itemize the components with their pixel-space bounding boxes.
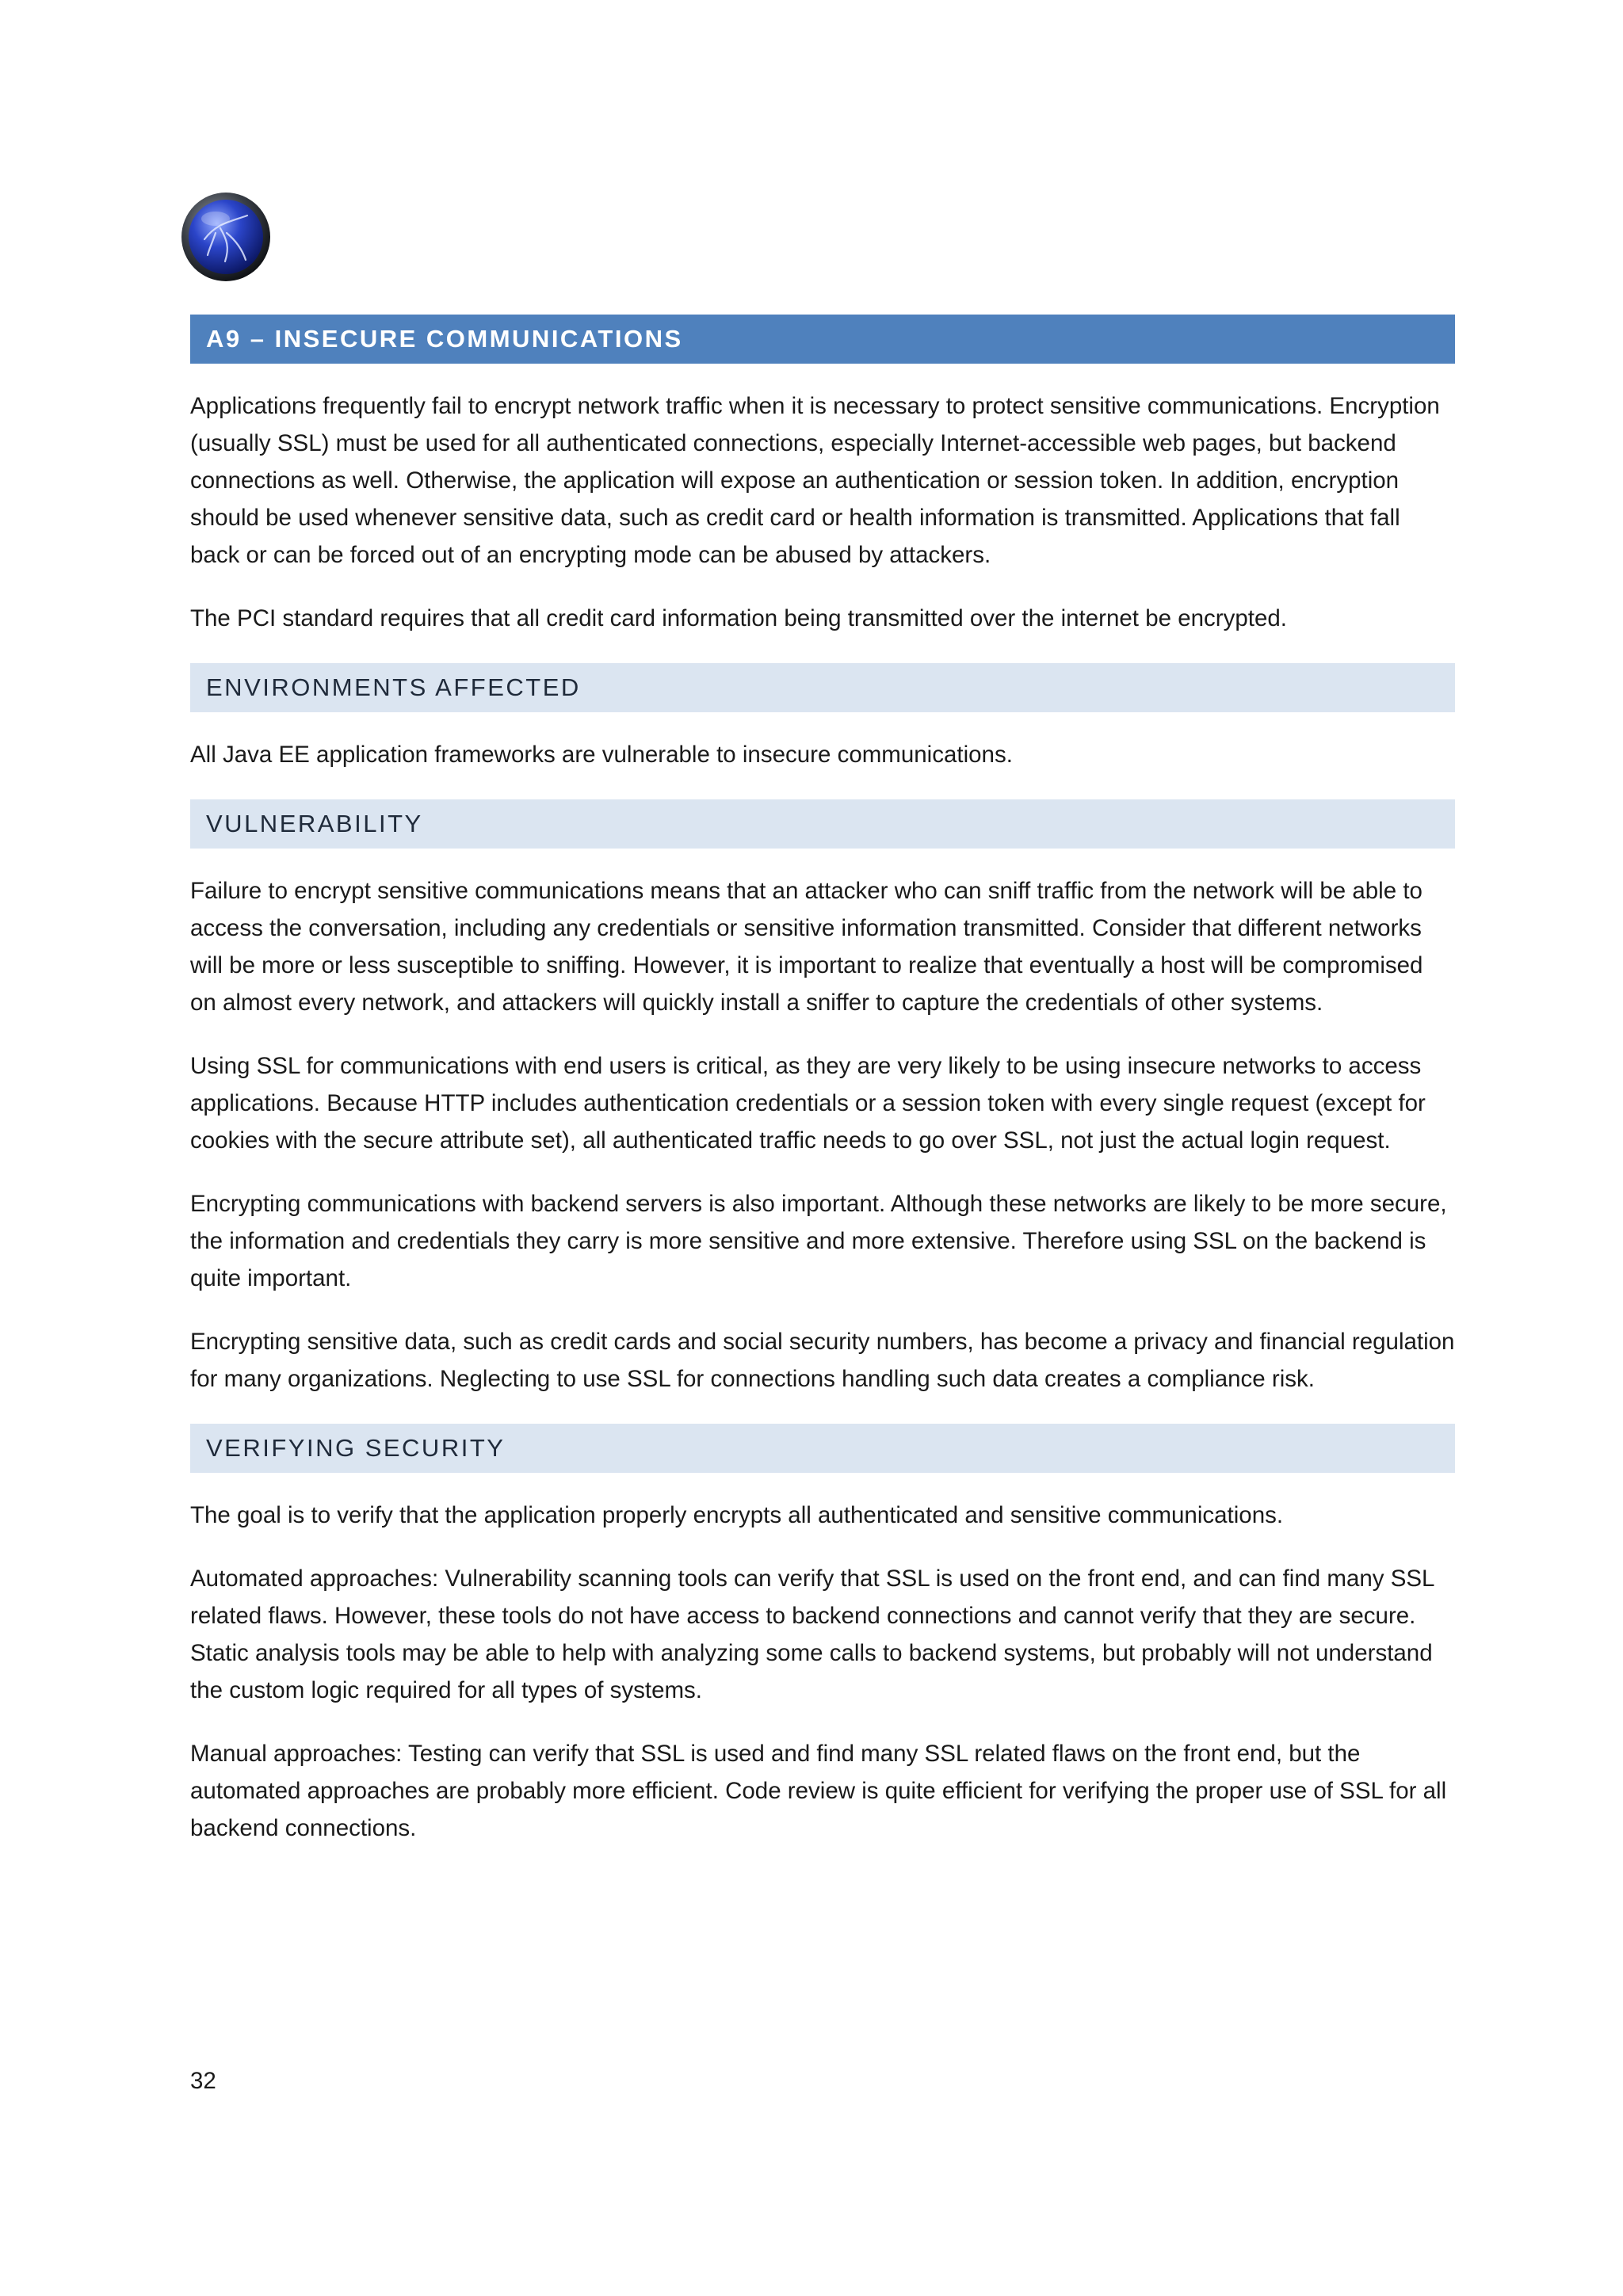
vulnerability-paragraph: Encrypting communications with backend servers is also important. Although these networks are likely to be more secure, the information and credentials they carry is more sensitive and more extensive. Therefore using SSL on the backend is quite important. [190,1191,1447,1291]
verifying-paragraph: Automated approaches: Vulnerability scanning tools can verify that SSL is used on the front end, and can find many SSL related flaws. However, these tools do not have access to backend connections and cannot verify that they are secure. Static analysis tools may be able to help with analyzing some calls to backend systems, but probably will not understand the custom logic required for all types of systems. [190,1566,1434,1703]
heading-environments-affected: ENVIRONMENTS AFFECTED [190,663,1455,712]
heading-vulnerability: VULNERABILITY [190,799,1455,849]
page-number: 32 [190,2068,216,2094]
vulnerability-paragraph: Encrypting sensitive data, such as credit cards and social security numbers, has become a privacy and financial regulation for many organizations. Neglecting to use SSL for connections handling such data creates a compliance risk. [190,1329,1455,1392]
section-title: A9 – INSECURE COMMUNICATIONS [190,315,1455,364]
intro-paragraph: Applications frequently fail to encrypt network traffic when it is necessary to protect sensitive communications. Encryption (usually SSL) must be used for all authenticated connections, especially Internet-accessible web pages, but backend connections as well. Otherwise, the application will expose an authentication or session token. In addition, encryption should be used whenever sensitive data, such as credit card or health information is transmitted. Applications that fall back or can be forced out of an encrypting mode can be abused by attackers. [190,393,1440,568]
vulnerability-paragraph: Failure to encrypt sensitive communications means that an attacker who can sniff traffic from the network will be able to access the conversation, including any credentials or sensitive information transmitted. Consider that different networks will be more or less susceptible to sniffing. However, it is important to realize that eventually a host will be compromised on almost every network, and attackers will quickly install a sniffer to capture the credentials of other systems. [190,878,1423,1016]
environments-paragraph: All Java EE application frameworks are vulnerable to insecure communications. [190,742,1013,768]
intro-paragraph: The PCI standard requires that all credit card information being transmitted over the internet be encrypted. [190,605,1287,631]
verifying-paragraph: Manual approaches: Testing can verify that SSL is used and find many SSL related flaws on the front end, but the automated approaches are probably more efficient. Code review is quite efficient for verifying the proper use of SSL for all backend connections. [190,1741,1447,1841]
verifying-paragraph: The goal is to verify that the application properly encrypts all authenticated and sensitive communications. [190,1502,1284,1528]
owasp-wasp-logo-icon [181,192,271,282]
heading-verifying-security: VERIFYING SECURITY [190,1424,1455,1473]
document-body [190,315,1455,1873]
vulnerability-paragraph: Using SSL for communications with end users is critical, as they are very likely to be using insecure networks to access applications. Because HTTP includes authentication credentials or a session token with every single request (except for cookies with the secure attribute set), all authenticated traffic needs to go over SSL, not just the actual login request. [190,1053,1426,1154]
